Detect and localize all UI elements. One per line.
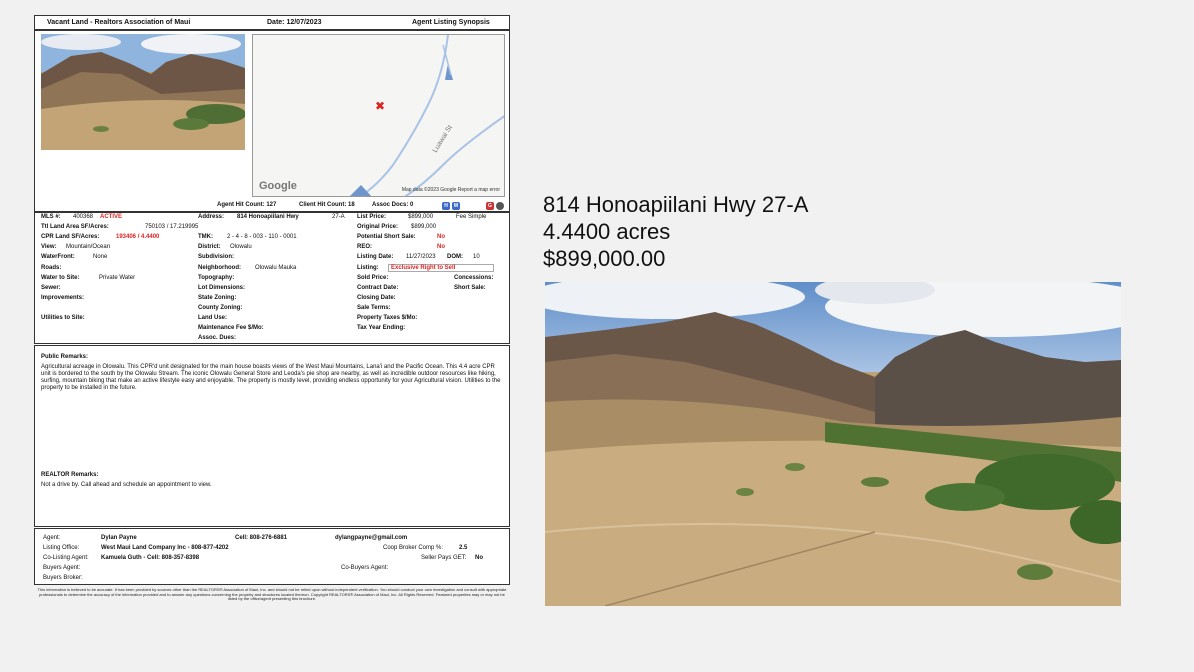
g-badge-icon[interactable]: G bbox=[486, 202, 494, 210]
tax-year-label: Tax Year Ending: bbox=[357, 325, 406, 331]
district-value: Olowalu bbox=[230, 244, 252, 250]
sheet-date: Date: 12/07/2023 bbox=[267, 19, 322, 26]
listing-date-value: 11/27/2023 bbox=[406, 254, 436, 260]
agent-label: Agent: bbox=[43, 535, 61, 541]
seller-get-value: No bbox=[475, 555, 483, 561]
coop-value: 2.5 bbox=[459, 545, 468, 551]
map-marker-icon: ✖ bbox=[375, 99, 386, 113]
closing-date-label: Closing Date: bbox=[357, 295, 396, 301]
agent-email[interactable]: dylangpayne@gmail.com bbox=[335, 535, 408, 541]
listing-synopsis-sheet bbox=[34, 15, 510, 585]
topography-label: Topography: bbox=[198, 275, 235, 281]
sheet-header bbox=[34, 15, 510, 30]
roads-label: Roads: bbox=[41, 265, 62, 271]
sewer-label: Sewer: bbox=[41, 285, 61, 291]
public-remarks-title: Public Remarks: bbox=[41, 354, 89, 360]
address-value: 814 Honoapiilani Hwy bbox=[237, 214, 299, 220]
list-price-value: $899,000 bbox=[408, 214, 434, 220]
ttl-land-value: 750103 / 17.219995 bbox=[145, 224, 199, 230]
h-badge-icon[interactable]: H bbox=[442, 202, 450, 210]
maintenance-fee-label: Maintenance Fee $/Mo: bbox=[198, 325, 264, 331]
photo-map-panel bbox=[34, 30, 510, 212]
realtor-remarks-title: REALTOR Remarks: bbox=[41, 472, 99, 478]
address-label: Address: bbox=[198, 214, 225, 220]
view-label: View: bbox=[41, 244, 57, 250]
office-value: West Maui Land Company Inc - 808-877-4202 bbox=[101, 545, 229, 551]
neighborhood-label: Neighborhood: bbox=[198, 265, 241, 271]
agent-hit-count: Agent Hit Count: 127 bbox=[217, 202, 277, 208]
utilities-label: Utilities to Site: bbox=[41, 315, 85, 321]
google-logo: Google bbox=[259, 180, 297, 192]
seller-get-label: Seller Pays GET: bbox=[421, 555, 467, 561]
m-badge-icon[interactable]: M bbox=[453, 203, 459, 209]
original-price-label: Original Price: bbox=[357, 224, 399, 230]
tmk-value: 2 - 4 - 8 - 003 - 110 - 0001 bbox=[227, 234, 297, 240]
ttl-land-label: Ttl Land Area SF/Acres: bbox=[41, 224, 109, 230]
list-price-label: List Price: bbox=[357, 214, 387, 220]
water-label: Water to Site: bbox=[41, 275, 80, 281]
sheet-title: Vacant Land - Realtors Association of Maui bbox=[47, 19, 191, 26]
dom-value: 10 bbox=[473, 254, 480, 260]
view-value: Mountain/Ocean bbox=[66, 244, 111, 250]
waterfront-label: WaterFront: bbox=[41, 254, 75, 260]
sheet-synopsis-label: Agent Listing Synopsis bbox=[412, 19, 490, 26]
location-map[interactable] bbox=[252, 34, 505, 197]
summary-address: 814 Honoapiilani Hwy 27-A bbox=[543, 192, 809, 217]
status-badge: ACTIVE bbox=[100, 214, 123, 220]
coop-label: Coop Broker Comp %: bbox=[383, 545, 444, 551]
land-use-label: Land Use: bbox=[198, 315, 228, 321]
sold-price-label: Sold Price: bbox=[357, 275, 389, 281]
improvements-label: Improvements: bbox=[41, 295, 85, 301]
agent-name: Dylan Payne bbox=[101, 535, 137, 541]
assoc-docs: Assoc Docs: 0 bbox=[372, 202, 414, 208]
map-attribution[interactable]: Map data ©2023 Google Report a map error bbox=[401, 187, 500, 193]
agent-info-panel bbox=[34, 528, 510, 585]
concessions-label: Concessions: bbox=[454, 275, 494, 281]
property-taxes-label: Property Taxes $/Mo: bbox=[357, 315, 418, 321]
cpr-land-value: 193406 / 4.4400 bbox=[116, 234, 160, 240]
listing-date-label: Listing Date: bbox=[357, 254, 394, 260]
client-hit-count: Client Hit Count: 18 bbox=[299, 202, 355, 208]
listing-type-value: Exclusive Right to Sell bbox=[388, 264, 494, 272]
dom-label: DOM: bbox=[447, 254, 463, 260]
colisting-label: Co-Listing Agent: bbox=[43, 555, 89, 561]
mls-label: MLS #: bbox=[41, 214, 61, 220]
fee-simple: Fee Simple bbox=[456, 214, 487, 220]
hit-count-bar bbox=[34, 201, 510, 211]
property-details bbox=[34, 212, 510, 344]
subdivision-label: Subdivision: bbox=[198, 254, 234, 260]
state-zoning-label: State Zoning: bbox=[198, 295, 237, 301]
short-sale-value: No bbox=[437, 234, 445, 240]
short-sale-2-label: Short Sale: bbox=[454, 285, 486, 291]
original-price-value: $899,000 bbox=[411, 224, 437, 230]
unit-value: 27-A bbox=[332, 214, 345, 220]
assoc-dues-label: Assoc. Dues: bbox=[198, 335, 237, 341]
listing-main-photo bbox=[545, 282, 1121, 606]
summary-price: $899,000.00 bbox=[543, 246, 666, 271]
reo-value: No bbox=[437, 244, 445, 250]
lot-dimensions-label: Lot Dimensions: bbox=[198, 285, 246, 291]
office-label: Listing Office: bbox=[43, 545, 80, 551]
water-value: Private Water bbox=[99, 275, 136, 281]
listing-label: Listing: bbox=[357, 265, 379, 271]
gear-icon[interactable] bbox=[496, 202, 504, 210]
neighborhood-value: Olowalu Mauka bbox=[255, 265, 297, 271]
disclaimer-text: This information is believed to be accurate. It has been provided by sources other than the REALTORS® Association of Maui, Inc. and should not be relied upon without independent verification. You should conduct your own investigation and consult with appropriate professionals to determine the accuracy of the information provided and to answer any questions concerning the property and structures located thereon. Copyright REALTORS® Association of Maui, Inc. All Rights Reserved. Featured properties may or may not be listed by the office/agent presenting this brochure. bbox=[37, 587, 507, 602]
tmk-label: TMK: bbox=[198, 234, 213, 240]
remarks-panel bbox=[34, 345, 510, 527]
listing-summary bbox=[543, 191, 808, 272]
cpr-land-label: CPR Land SF/Acres: bbox=[41, 234, 100, 240]
cobuyers-label: Co-Buyers Agent: bbox=[341, 565, 389, 571]
contract-date-label: Contract Date: bbox=[357, 285, 399, 291]
agent-cell: Cell: 808-276-6881 bbox=[235, 535, 288, 541]
mls-number: 400368 bbox=[73, 214, 94, 220]
reo-label: REO: bbox=[357, 244, 372, 250]
summary-acres: 4.4400 acres bbox=[543, 219, 671, 244]
buyers-agent-label: Buyers Agent: bbox=[43, 565, 81, 571]
district-label: District: bbox=[198, 244, 221, 250]
waterfront-value: None bbox=[93, 254, 108, 260]
sale-terms-label: Sale Terms: bbox=[357, 305, 391, 311]
short-sale-label: Potential Short Sale: bbox=[357, 234, 416, 240]
county-zoning-label: County Zoning: bbox=[198, 305, 243, 311]
public-remarks-text: Agricultural acreage in Olowalu. This CPR'd unit designated for the main house boasts views of the West Maui Mountains, Lana'i and the Pacific Ocean. This 4.4 acre CPR unit is bordered to the south by the Olowalu Stream. The iconic Olowalu General Store and Leoda's pie shop are nearby, as well as incredible outdoor resources like hiking, surfing, mountain biking that make an active lifestyle easy and enjoyable. The property is mostly level, providing endless opportunity for your Agricultural vision. Utilities to the property to be installed in the future. bbox=[41, 364, 501, 391]
listing-thumbnail-photo bbox=[41, 34, 245, 150]
realtor-remarks-text: Not a drive by. Call ahead and schedule an appointment to view. bbox=[41, 482, 212, 488]
buyers-broker-label: Buyers Broker: bbox=[43, 575, 83, 581]
map-street-label: Luawai St bbox=[431, 124, 454, 155]
colisting-value: Kamuela Guth - Cell: 808-357-8398 bbox=[101, 555, 200, 561]
